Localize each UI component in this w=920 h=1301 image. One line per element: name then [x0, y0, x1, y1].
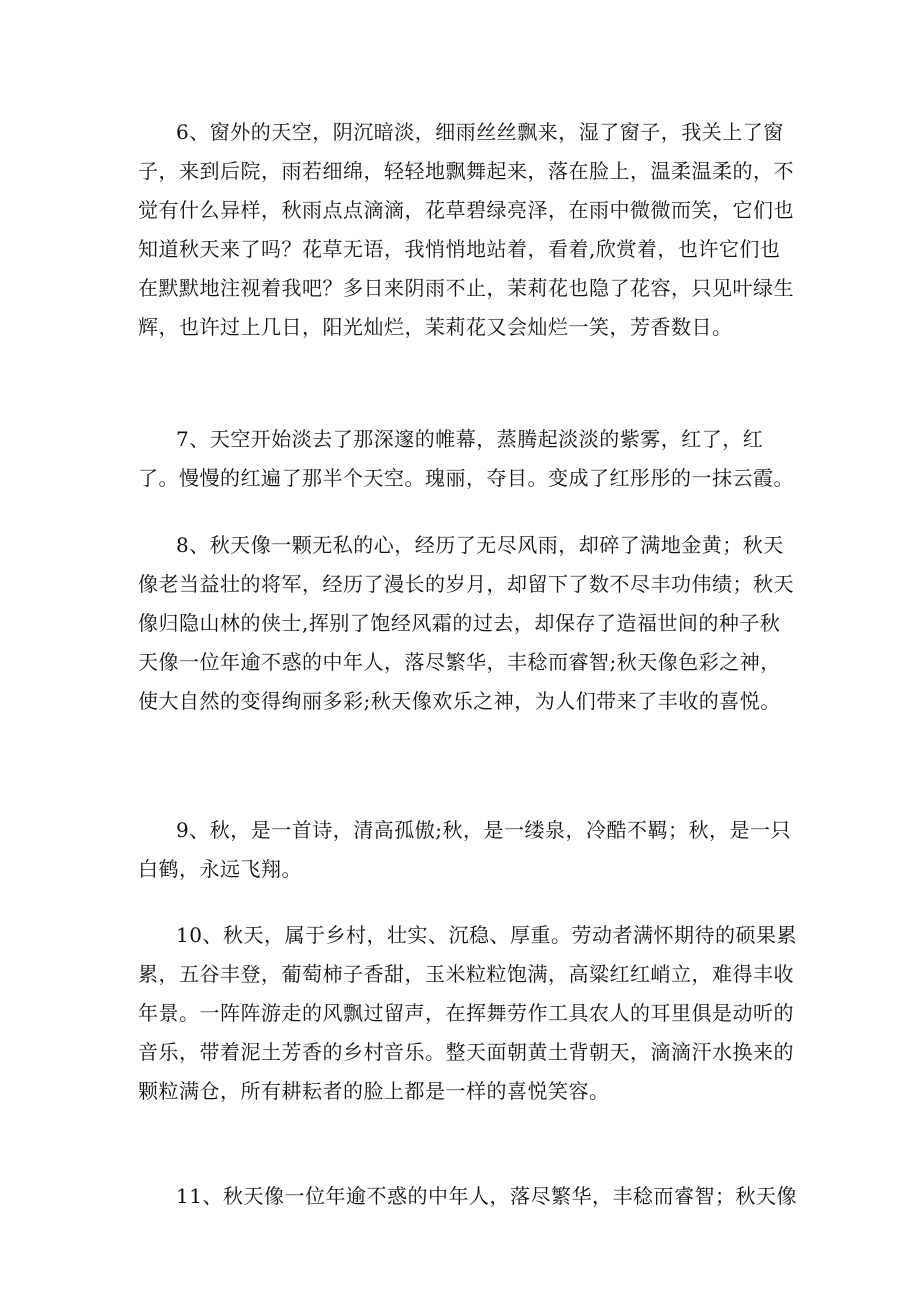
- paragraph-line: 像老当益壮的将军，经历了漫长的岁月，却留下了数不尽丰功伟绩；秋天: [138, 572, 794, 596]
- paragraph-line: 6、窗外的天空，阴沉暗淡，细雨丝丝飘来，湿了窗子，我关上了窗: [176, 120, 784, 144]
- paragraph-line: 白鹤，永远飞翔。: [138, 857, 302, 881]
- paragraph-line: 天像一位年逾不惑的中年人，落尽繁华，丰稔而睿智;秋天像色彩之神，: [138, 650, 781, 674]
- paragraph-line: 子，来到后院，雨若细绵，轻轻地飘舞起来，落在脸上，温柔温柔的，不: [138, 159, 794, 183]
- paragraph-line: 7、天空开始淡去了那深邃的帷幕，蒸腾起淡淡的紫雾，红了，红: [176, 427, 764, 451]
- paragraph-line: 11、秋天像一位年逾不惑的中年人，落尽繁华，丰稔而睿智；秋天像: [176, 1184, 797, 1208]
- paragraph-10: [138, 916, 797, 1111]
- paragraph-line: 知道秋天来了吗？花草无语，我悄悄地站着，看着,欣赏着，也许它们也: [138, 237, 781, 261]
- paragraph-line: 在默默地注视着我吧？多日来阴雨不止，茉莉花也隐了花容，只见叶绿生: [138, 276, 794, 300]
- paragraph-line: 觉有什么异样，秋雨点点滴滴，花草碧绿亮泽，在雨中微微而笑，它们也: [138, 198, 794, 222]
- paragraph-line: 9、秋，是一首诗，清高孤傲;秋，是一缕泉，冷酷不羁；秋，是一只: [176, 818, 791, 842]
- paragraph-7: [138, 420, 794, 498]
- paragraph-line: 8、秋天像一颗无私的心，经历了无尽风雨，却碎了满地金黄；秋天: [176, 533, 784, 557]
- paragraph-line: 10、秋天，属于乡村，壮实、沉稳、厚重。劳动者满怀期待的硕果累: [176, 923, 797, 947]
- paragraph-11: [138, 1177, 797, 1216]
- paragraph-8: [138, 526, 794, 721]
- paragraph-9: [138, 811, 791, 889]
- paragraph-line: 像归隐山林的侠士,挥别了饱经风霜的过去，却保存了造福世间的种子秋: [138, 611, 781, 635]
- paragraph-line: 了。慢慢的红遍了那半个天空。瑰丽，夺目。变成了红彤彤的一抹云霞。: [138, 466, 794, 490]
- paragraph-line: 辉，也许过上几日，阳光灿烂，茉莉花又会灿烂一笑，芳香数日。: [138, 315, 733, 339]
- paragraph-line: 累，五谷丰登，葡萄柿子香甜，玉米粒粒饱满，高粱红红峭立，难得丰收: [138, 962, 794, 986]
- paragraph-line: 颗粒满仓，所有耕耘者的脸上都是一样的喜悦笑容。: [138, 1079, 610, 1103]
- paragraph-line: 年景。一阵阵游走的风飘过留声，在挥舞劳作工具农人的耳里俱是动听的: [138, 1001, 794, 1025]
- paragraph-line: 使大自然的变得绚丽多彩;秋天像欢乐之神，为人们带来了丰收的喜悦。: [138, 689, 781, 713]
- paragraph-6: [138, 113, 794, 347]
- paragraph-line: 音乐，带着泥土芳香的乡村音乐。整天面朝黄土背朝天，滴滴汗水换来的: [138, 1040, 794, 1064]
